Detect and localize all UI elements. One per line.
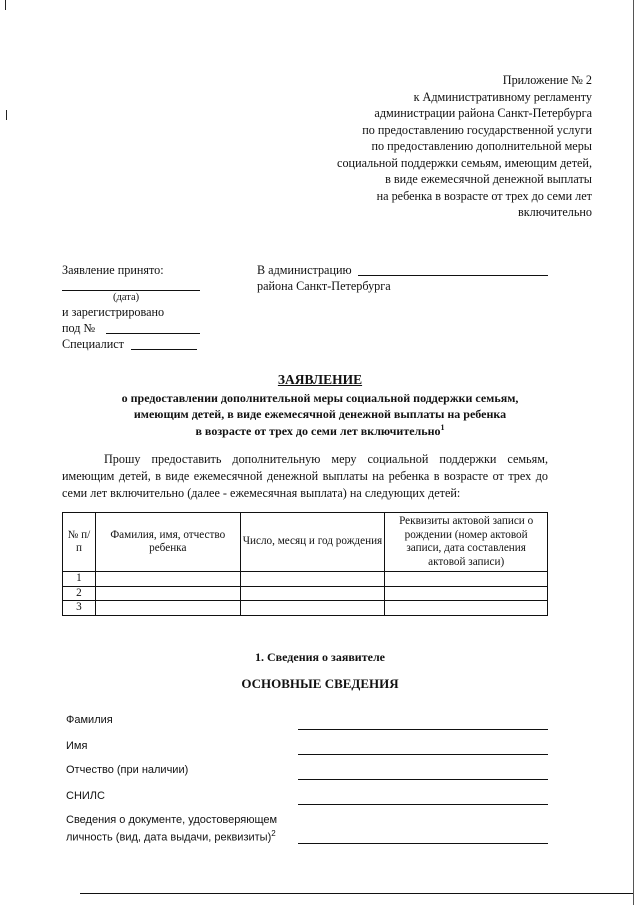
statement-subtitle-text: в возрасте от трех до семи лет включительно (195, 424, 441, 438)
table-row (63, 601, 548, 616)
field-label-id-details (66, 829, 276, 844)
patronymic-line[interactable] (298, 779, 548, 780)
field-label-surname: Фамилия (66, 714, 113, 726)
header-number: № п/п (63, 513, 96, 572)
footnote-separator (80, 893, 633, 894)
field-label-patronymic: Отчество (при наличии) (66, 764, 189, 776)
scan-mark-left (6, 110, 7, 120)
appendix-line: к Административному регламенту (413, 89, 592, 104)
appendix-line: администрации района Санкт-Петербурга (374, 106, 592, 120)
table-row (63, 572, 548, 587)
row-number: 2 (63, 586, 96, 601)
field-label-snils: СНИЛС (66, 790, 105, 802)
cell-birth-record[interactable] (385, 601, 548, 616)
registered-label: и зарегистрировано (62, 305, 165, 319)
cell-child-name[interactable] (95, 572, 240, 587)
footnote-mark-2: 2 (271, 829, 276, 838)
appendix-line: социальной поддержки семьям, имеющим детей, (337, 155, 592, 170)
date-line[interactable] (62, 290, 200, 291)
cell-birth-record[interactable] (385, 572, 548, 587)
snils-line[interactable] (298, 804, 548, 805)
header-birth-record: Реквизиты актовой записи о рождении (номер актовой записи, дата составления актовой записи) (385, 513, 548, 572)
header-child-name: Фамилия, имя, отчество ребенка (95, 513, 240, 572)
appendix-line: Приложение № 2 (502, 73, 592, 87)
field-label-name: Имя (66, 740, 88, 752)
number-line[interactable] (106, 333, 200, 334)
table-header-row (63, 513, 548, 572)
scan-mark-right (633, 0, 634, 905)
request-text: Прошу предоставить дополнительную меру социальной поддержки семьям, имеющим детей, в виде ежемесячной денежной выплаты на ребенка в возрасте от трех до семи лет включительно (далее - ежемесячная выплата) на следующих детей: (62, 452, 548, 500)
cell-child-name[interactable] (95, 586, 240, 601)
appendix-line: по предоставлению дополнительной меры (371, 139, 592, 153)
surname-line[interactable] (298, 729, 548, 730)
date-caption: (дата) (113, 292, 140, 303)
appendix-line: на ребенка в возрасте от трех до семи лет (376, 188, 592, 203)
cell-child-name[interactable] (95, 601, 240, 616)
specialist-line[interactable] (131, 349, 197, 350)
addressee-line2: района Санкт-Петербурга (257, 279, 391, 293)
cell-birth-record[interactable] (385, 586, 548, 601)
applicant-subsection-title: ОСНОВНЫЕ СВЕДЕНИЯ (241, 676, 399, 691)
appendix-line: включительно (517, 205, 592, 219)
row-number: 1 (63, 572, 96, 587)
footnote-mark-1: 1 (440, 423, 445, 432)
header-birth-date: Число, месяц и год рождения (240, 513, 385, 572)
cell-birth-date[interactable] (240, 601, 385, 616)
addressee-line1: В администрацию (257, 263, 352, 277)
specialist-label: Специалист (62, 337, 124, 351)
field-label-id-document: Сведения о документе, удостоверяющем (66, 814, 278, 826)
scan-mark-top (5, 0, 6, 10)
name-line[interactable] (298, 754, 548, 755)
accepted-label: Заявление принято: (62, 263, 164, 277)
applicant-section-title: 1. Сведения о заявителе (254, 650, 386, 664)
row-number: 3 (63, 601, 96, 616)
request-paragraph (62, 451, 548, 502)
appendix-line: в виде ежемесячной денежной выплаты (385, 172, 592, 186)
appendix-header (337, 72, 592, 221)
cell-birth-date[interactable] (240, 586, 385, 601)
id-document-line[interactable] (298, 843, 548, 844)
children-table (62, 512, 548, 616)
statement-subtitle-line: имеющим детей, в виде ежемесячной денежной выплаты на ребенка (133, 407, 507, 421)
number-label: под № (62, 321, 96, 335)
statement-title: ЗАЯВЛЕНИЕ (277, 372, 363, 387)
cell-birth-date[interactable] (240, 572, 385, 587)
statement-subtitle-line-3 (0, 423, 640, 439)
id-details-text: личность (вид, дата выдачи, реквизиты) (66, 831, 272, 844)
appendix-line: по предоставлению государственной услуги (362, 122, 592, 137)
administration-line[interactable] (358, 275, 548, 276)
table-row (63, 586, 548, 601)
statement-subtitle-line: о предоставлении дополнительной меры социальной поддержки семьям, (121, 391, 519, 405)
